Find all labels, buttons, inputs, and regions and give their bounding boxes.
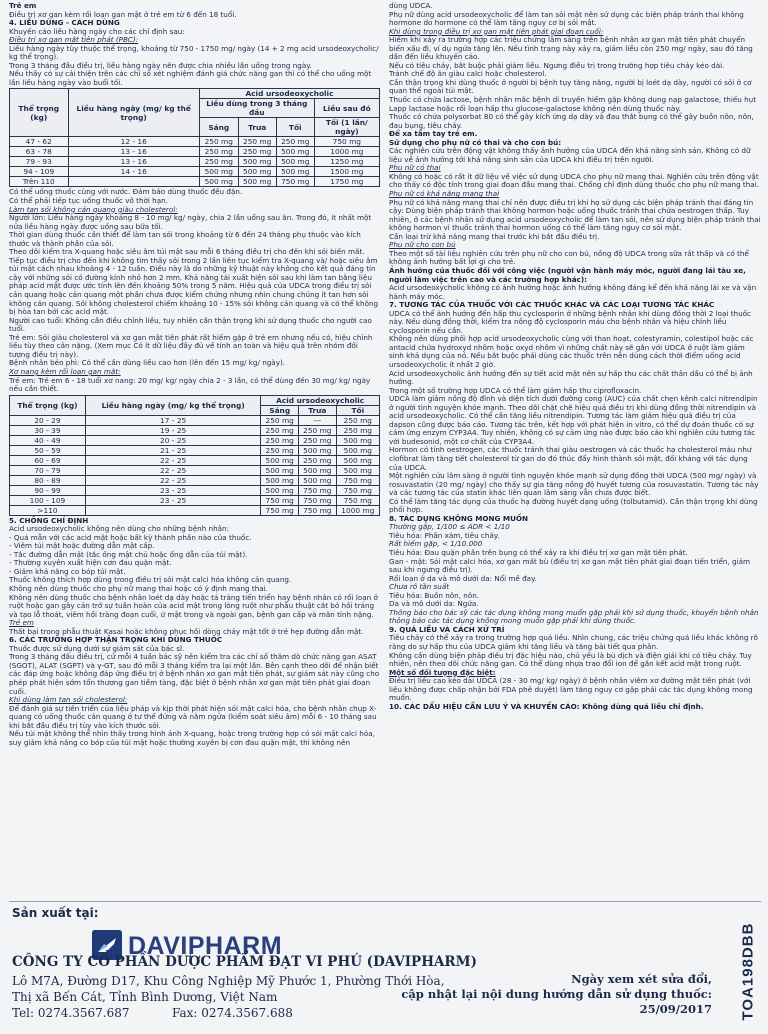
table-cell: 250 mg bbox=[336, 415, 379, 425]
subheading: Xơ nang kèm rối loạn gan mật: bbox=[9, 366, 121, 376]
table-row bbox=[10, 465, 380, 475]
table-header: Acid ursodeoxycholic bbox=[199, 89, 379, 99]
text-line: Cần loại trừ khả năng mang thai trước khi bắt đầu điều trị. bbox=[389, 231, 600, 241]
table-cell: 250 mg bbox=[261, 435, 299, 445]
table-cell: 13 - 16 bbox=[68, 157, 199, 167]
text-line: Để đánh giá sự tiến triển của liệu pháp và kịp thời phát hiện sỏi mật calci hóa, cho bệnh nhân chụp X-quang có uống thuốc cản quang ở tư thế đứng và nằm ngửa (kiểm soát siêu âm) mỗi 6 - 10 tháng sau khi bắt đầu điều trị tùy vào kích thước sỏi. bbox=[9, 703, 377, 730]
table-cell: 750 mg bbox=[276, 177, 314, 187]
footer-divider bbox=[9, 901, 761, 902]
table-cell: 250 mg bbox=[276, 137, 314, 147]
table-cell: 79 - 93 bbox=[10, 157, 69, 167]
text-line: Trong một số trường hợp UDCA có thể làm giảm hấp thu ciprofloxacin. bbox=[389, 385, 642, 395]
company-name: CÔNG TY CỔ PHẦN DƯỢC PHẨM ĐẠT VI PHÚ (DAVIPHARM) bbox=[12, 954, 477, 970]
text-line: Acid ursodeoxycholic ảnh hưởng đến sự tiết acid mật nên sự hấp thu các chất thân dầu có thể bị ảnh hưởng. bbox=[389, 368, 753, 387]
table-cell: --- bbox=[299, 415, 337, 425]
table-header: Thể trọng (kg) bbox=[10, 395, 86, 415]
table-cell: 19 - 25 bbox=[85, 425, 260, 435]
table-cell: 750 mg bbox=[299, 495, 337, 505]
brand-name: DAVIPHARM bbox=[128, 932, 283, 960]
frequency-label: Chưa rõ tần suất bbox=[389, 582, 450, 592]
text-line: Không cần dùng biện pháp điều trị đặc hiệu nào, chủ yếu là bù dịch và điện giải khi có tiêu chảy. Tuy nhiên, nên theo dõi chức năng gan. Có thể dùng nhựa trao đổi ion để gắn kết acid mật trong ruột. bbox=[389, 650, 752, 669]
section-6-title: 6. CÁC TRƯỜNG HỢP THẬN TRỌNG KHI DÙNG THUỐC bbox=[9, 635, 223, 645]
table-header: Thể trọng (kg) bbox=[10, 89, 69, 137]
table-cell: 13 - 16 bbox=[68, 147, 199, 157]
text-line: Thuốc có chứa polysorbat 80 có thể gây kích ứng dạ dày và đau thắt bụng có thể gây buồn nôn, nôn, đau bụng, tiêu chảy. bbox=[389, 112, 754, 130]
text-line: UDCA có thể ảnh hưởng đến hấp thu cyclosporin ở những bệnh nhân khi dùng đồng thời 2 loại thuốc này. Nếu dùng đồng thời, kiểm tra nồng độ cyclosporin máu cho bệnh nhân và hiệu chỉnh liều cyclosporin nếu cần. bbox=[389, 308, 751, 335]
text-line: Thuốc được sử dụng dưới sự giám sát của bác sĩ. bbox=[9, 643, 185, 653]
text-line: Thông báo cho bác sỹ các tác dụng không mong muốn gặp phải khi sử dụng thuốc, khuyến bệnh nhân thông báo các tác dụng không mong muốn gặp phải khi dùng thuốc. bbox=[389, 607, 759, 626]
subheading: Phụ nữ có khả năng mang thai bbox=[389, 189, 500, 199]
table-header: Trưa bbox=[238, 118, 276, 137]
table-cell: 80 - 89 bbox=[10, 475, 86, 485]
text-line: Trong 3 tháng đầu điều trị, liều hàng ngày nên được chia nhiều lần uống trong ngày. bbox=[9, 60, 312, 70]
text-line: dùng UDCA. bbox=[389, 1, 433, 10]
table-cell: 14 - 16 bbox=[68, 167, 199, 177]
table-cell: Trên 110 bbox=[10, 177, 69, 187]
table-header: Tối (1 lần/ ngày) bbox=[314, 118, 379, 137]
subheading: Trẻ em bbox=[9, 618, 34, 628]
text-line: Tiêu hóa: Phân xám, tiêu chảy. bbox=[389, 530, 500, 540]
text-line: Phụ nữ có khả năng mang thai chỉ nên được điều trị khi họ sử dụng các biện pháp tránh thai đáng tin cậy: Dùng biện pháp tránh thai không hormon hoặc uống thuốc tránh thai chứa oestrogen thấp. Tuy nhiên, ở các bệnh nhân sử dụng acid ursodeoxycholic để làm tan sỏi, nên sử dụng biện pháp tránh thai không hormon vì thuốc tránh thai hormon uống có thể làm tăng nguy cơ sỏi mật. bbox=[389, 197, 761, 233]
text-line: Acid ursodeoxycholic không có ảnh hưởng hoặc ảnh hưởng không đáng kể đến khả năng lái xe và vận hành máy móc. bbox=[389, 283, 757, 301]
table-cell: 500 mg bbox=[336, 445, 379, 455]
address-line: Lô M7A, Đường D17, Khu Công Nghiệp Mỹ Phước 1, Phường Thới Hòa, bbox=[12, 974, 445, 988]
text-line: Theo một số tài liệu nghiên cứu trên phụ nữ cho con bú, nồng độ UDCA trong sữa rất thấp và có thể không ảnh hưởng bất lợi gì cho trẻ. bbox=[389, 248, 749, 267]
table-cell: 500 mg bbox=[276, 147, 314, 157]
text-line: - Quá mẫn với các acid mật hoặc bất kỳ thành phần nào của thuốc. bbox=[9, 532, 252, 542]
table-header: Liều sau đó bbox=[314, 99, 379, 118]
section-10: 10. CÁC DẤU HIỆU CẦN LƯU Ý VÀ KHUYẾN CÁO: Không dùng quá liều chỉ định. bbox=[389, 701, 704, 711]
table-row bbox=[10, 475, 380, 485]
table-cell: 1500 mg bbox=[314, 167, 379, 177]
text-line: Người lớn: Liều hàng ngày khoảng 8 - 10 mg/ kg/ ngày, chia 2 lần uống sau ăn. Trong đó, ít nhất một nửa liều hàng ngày được uống sau bữa tối. bbox=[9, 213, 372, 231]
text-line: - Tắc đường dẫn mật (tắc ống mật chủ hoặc ống dẫn của túi mật). bbox=[9, 549, 248, 559]
table-cell: 100 - 109 bbox=[10, 495, 86, 505]
table-cell: 22 - 25 bbox=[85, 455, 260, 465]
table-cell: 40 - 49 bbox=[10, 435, 86, 445]
text-line: Thuốc có chứa lactose, bệnh nhân mắc bệnh di truyền hiếm gặp không dung nạp galactose, thiếu hụt Lapp lactase hoặc rối loạn hấp thu glucose-galactose không nên dùng thuốc này. bbox=[389, 95, 757, 113]
text-line: Tiêu hóa: Đau quặn phần trên bụng có thể xảy ra khi điều trị xơ gan mật tiên phát. bbox=[389, 548, 688, 557]
pregnancy-heading: Sử dụng cho phụ nữ có thai và cho con bú: bbox=[389, 137, 562, 147]
table-row bbox=[10, 495, 380, 505]
frequency-label: Rất hiếm gặp, < 1/10.000 bbox=[389, 539, 483, 549]
table-cell: 500 mg bbox=[261, 455, 299, 465]
subheading: Làm tan sỏi không cản quang giàu cholesterol: bbox=[9, 204, 178, 214]
table-row bbox=[10, 455, 380, 465]
table-header: Liều hàng ngày (mg/ kg thể trọng) bbox=[68, 89, 199, 137]
table-cell: 500 mg bbox=[261, 475, 299, 485]
made-in-label: Sản xuất tại: bbox=[12, 906, 99, 920]
text-line: Thất bại trong phẫu thuật Kasai hoặc không phục hồi dòng chảy mật tốt ở trẻ hẹp đường dẫn mật. bbox=[9, 626, 364, 636]
table-cell: 250 mg bbox=[199, 147, 238, 157]
text-line: Không nên dùng thuốc cho bệnh nhân loét dạ dày hoặc tá tràng tiến triển hay bệnh nhân có rối loạn ở ruột hoặc gan gây cản trở sự tuần hoàn của acid mật trong lòng ruột như phẫu thuật cắt bỏ hồi tràng và tạo lỗ thoát, viêm hồi tràng đoạn cuối, ứ mật trong và ngoài gan, bệnh gan cấp và mãn tính nặng. bbox=[9, 592, 378, 619]
table-cell: 250 mg bbox=[238, 137, 276, 147]
table-cell: 22 - 25 bbox=[85, 465, 260, 475]
table-cell: 250 mg bbox=[199, 157, 238, 167]
table-cell: 20 - 25 bbox=[85, 435, 260, 445]
text-line: Có thể uống thuốc cùng với nước. Đảm bảo dùng thuốc đều đặn. bbox=[9, 187, 243, 197]
table-cell: 250 mg bbox=[261, 425, 299, 435]
text-line: Trẻ em: Sỏi giàu cholesterol và xơ gan mật tiên phát rất hiếm gặp ở trẻ em nhưng nếu có, hiệu chỉnh liều tùy theo cân nặng. (Xem mục Có ít dữ liệu đầy đủ về tính an toàn và hiệu quả trên nhóm đối tượng điều trị này). bbox=[9, 332, 373, 359]
table-cell: 17 - 25 bbox=[85, 415, 260, 425]
table-cell: 500 mg bbox=[336, 435, 379, 445]
section-5-title: 5. CHỐNG CHỈ ĐỊNH bbox=[9, 515, 89, 525]
text-line: Tránh chế độ ăn giàu calci hoặc cholesterol. bbox=[389, 69, 547, 79]
section-4-title: 4. LIỀU DÙNG - CÁCH DÙNG bbox=[9, 18, 120, 28]
table-cell: 250 mg bbox=[199, 137, 238, 147]
text-line: Trẻ em bbox=[9, 1, 37, 10]
table-cell: 30 - 39 bbox=[10, 425, 86, 435]
table-header: Trưa bbox=[299, 405, 337, 415]
text-line: Người cao tuổi: Không cần điều chỉnh liều, tuy nhiên cần thận trọng khi sử dụng thuốc cho người cao tuổi. bbox=[9, 315, 372, 334]
table-cell: 250 mg bbox=[336, 425, 379, 435]
table-row bbox=[10, 445, 380, 455]
text-line: Điều trị xơ gan kèm rối loạn gan mật ở trẻ em từ 6 đến 18 tuổi. bbox=[9, 9, 237, 19]
text-line: Nếu thấy có sự cải thiện trên các chỉ số xét nghiệm đánh giá chức năng gan thì có thể cho uống một lần liều hàng ngày vào buổi tối. bbox=[9, 69, 372, 87]
table-cell: 500 mg bbox=[336, 465, 379, 475]
table-cell: 1750 mg bbox=[314, 177, 379, 187]
table-cell: 500 mg bbox=[276, 157, 314, 167]
table-cell: 22 - 25 bbox=[85, 475, 260, 485]
fax: Fax: 0274.3567.688 bbox=[172, 1006, 293, 1020]
table-cell bbox=[85, 505, 260, 515]
text-line: Tiếp tục điều trị cho đến khi không tìm thấy sỏi trong 2 lần liên tục kiểm tra X-quang và/ hoặc siêu âm túi mật cách nhau khoảng 4 - 12 tuần. Điều này là do những kỹ thuật này không cho kết quả đáng tin cậy với những sỏi có đường kính nhỏ hơn 2 mm. Khả năng tái xuất hiện sỏi sau khi làm tan bằng liệu pháp acid mật được ước tính lên đến khoảng 50% trong 5 năm. Hiệu quả của UDCA trong điều trị sỏi cản quang hoặc cản quang một phần chưa được kiểm chứng nhưng nhìn chung chúng ít tan hơn sỏi không cản quang. Sỏi không cholesterol chiếm khoảng 10 - 15% sỏi không cản quang và có thể không bị hòa tan bởi các acid mật. bbox=[9, 255, 379, 317]
left-column bbox=[9, 2, 380, 747]
table-header: Liều dùng trong 3 tháng đầu bbox=[199, 99, 314, 118]
text-line: Các nghiên cứu trên động vật không thấy ảnh hưởng của UDCA đến khả năng sinh sản. Không có dữ liệu về ảnh hưởng tới khả năng sinh sản của UDCA khi điều trị trên người. bbox=[389, 146, 751, 164]
table-header: Sáng bbox=[261, 405, 299, 415]
table-row bbox=[10, 485, 380, 495]
table-cell: 90 - 99 bbox=[10, 485, 86, 495]
table-cell: 750 mg bbox=[299, 485, 337, 495]
text-line: Thời gian dùng thuốc cần thiết để làm tan sỏi trong khoảng từ 6 đến 24 tháng phụ thuộc vào kích thước và thành phần của sỏi. bbox=[9, 230, 361, 248]
table-row bbox=[10, 177, 380, 187]
table-cell: >110 bbox=[10, 505, 86, 515]
revision-note bbox=[401, 972, 712, 1017]
subheading: Khi dùng làm tan sỏi cholesterol: bbox=[9, 695, 128, 705]
subheading: Một số đối tượng đặc biệt: bbox=[389, 667, 496, 677]
table-row bbox=[10, 415, 380, 425]
text-line: Điều trị liều cao kéo dài UDCA (28 - 30 mg/ kg/ ngày) ở bệnh nhân viêm xơ đường mật tiên phát (với liều không được chấp nhận bởi FDA phê duyệt) làm tăng nguy cơ gặp phải các tác dụng không mong muốn. bbox=[389, 676, 753, 703]
table-cell: 500 mg bbox=[299, 465, 337, 475]
text-line: Liều hàng ngày tùy thuộc thể trọng, khoảng từ 750 - 1750 mg/ ngày (14 + 2 mg acid ursodeoxycholic/ kg thể trọng). bbox=[9, 43, 379, 62]
table-cell: 750 mg bbox=[336, 485, 379, 495]
section-8-title: 8. TÁC DỤNG KHÔNG MONG MUỐN bbox=[389, 513, 529, 523]
table-cell: 63 - 78 bbox=[10, 147, 69, 157]
table-header: Sáng bbox=[199, 118, 238, 137]
revision-label: Ngày xem xét sửa đổi, bbox=[571, 972, 712, 986]
table-cell: 750 mg bbox=[299, 505, 337, 515]
table-cell: 250 mg bbox=[261, 445, 299, 455]
table-row bbox=[10, 425, 380, 435]
text-line: Phụ nữ dùng acid ursodeoxycholic để làm tan sỏi mật nên sử dụng các biện pháp tránh thai không hormone do hormone có thể làm tăng nguy cơ bị sỏi mật. bbox=[389, 9, 744, 28]
phone: Tel: 0274.3567.687 bbox=[12, 1006, 130, 1020]
table-cell: 1250 mg bbox=[314, 157, 379, 167]
text-line: - Giảm khả năng co bóp túi mật. bbox=[9, 566, 126, 576]
table-cell: 50 - 59 bbox=[10, 445, 86, 455]
table-cell: 750 mg bbox=[314, 137, 379, 147]
table-cell: 250 mg bbox=[238, 147, 276, 157]
table-cell: 750 mg bbox=[336, 475, 379, 485]
keep-away-notice: Để xa tầm tay trẻ em. bbox=[389, 129, 478, 139]
table-cell: 250 mg bbox=[299, 435, 337, 445]
table-header: Tối bbox=[276, 118, 314, 137]
text-line: Thuốc không thích hợp dùng trong điều trị sỏi mật calci hóa không cản quang. bbox=[9, 575, 292, 585]
subheading: Điều trị xơ gan mật tiên phát (PBC): bbox=[9, 35, 139, 45]
frequency-label: Thường gặp, 1/100 ≤ ADR < 1/10 bbox=[389, 522, 510, 532]
table-cell: 23 - 25 bbox=[85, 485, 260, 495]
text-line: Hiếm khi xảy ra trường hợp các triệu chứng lâm sàng trên bệnh nhân xơ gan mật tiên phát chuyển biến xấu đi, ví dụ ngứa tăng lên. Nếu tình trạng này xảy ra, giảm liều còn 250 mg/ ngày, sau đó tăng dần đến liều khuyến cáo. bbox=[389, 35, 753, 62]
table-cell: 250 mg bbox=[299, 455, 337, 465]
table-cell: 500 mg bbox=[261, 485, 299, 495]
text-line: Nếu có tiêu chảy, bắt buộc phải giảm liều. Ngưng điều trị trong trường hợp tiêu chảy kéo dài. bbox=[389, 60, 725, 70]
table-cell: 23 - 25 bbox=[85, 495, 260, 505]
table-cell: 20 - 29 bbox=[10, 415, 86, 425]
table-cell: 70 - 79 bbox=[10, 465, 86, 475]
table-cell: 500 mg bbox=[199, 167, 238, 177]
revision-label: cập nhật lại nội dung hướng dẫn sử dụng thuốc: bbox=[401, 987, 712, 1001]
subheading: Phụ nữ có thai bbox=[389, 163, 441, 173]
table-cell: 250 mg bbox=[261, 415, 299, 425]
document-code-text: TOA198DBB bbox=[739, 922, 757, 1021]
table-cell: 21 - 25 bbox=[85, 445, 260, 455]
text-line: Rối loạn ở da và mô dưới da: Nổi mề đay. bbox=[389, 573, 537, 583]
text-line: UDCA làm giảm nồng độ đỉnh và diện tích dưới đường cong (AUC) của chất chẹn kênh calci nitrendipin ở người tình nguyện khỏe mạnh. Theo dõi chặt chẽ hiệu quả điều trị khi dùng đồng thời nitrendipin và acid ursodeoxycholic. Có thể cần tăng liều nitrendipin. Tương tác làm giảm hiệu quả điều trị của dapson cũng được báo cáo. Tương tác trên, kết hợp với phát hiện in vitro, có thể dự đoán thuốc có sự cảm ứng enzym CYP3A4. Tuy nhiên, không có sự cảm ứng nào được báo cáo khi nghiên cứu tương tác với budesonid, một cơ chất của CYP3A4. bbox=[389, 394, 758, 446]
text-line: Hormon có tính oestrogen, các thuốc tránh thai giàu oestrogen và các thuốc hạ cholesterol máu như clofibrat làm tăng tiết cholesterol từ gan do đó thúc đẩy hình thành sỏi mật, đối kháng với tác dụng của UDCA. bbox=[389, 445, 752, 472]
revision-date: 25/09/2017 bbox=[639, 1002, 712, 1016]
dose-table-cystic-fibrosis bbox=[9, 395, 380, 516]
subheading: Phụ nữ cho con bú bbox=[389, 240, 456, 250]
text-line: Acid ursodeoxycholic không nên dùng cho những bệnh nhân: bbox=[9, 524, 230, 534]
section-7-title: 7. TƯƠNG TÁC CỦA THUỐC VỚI CÁC THUỐC KHÁC VÀ CÁC LOẠI TƯƠNG TÁC KHÁC bbox=[389, 300, 715, 310]
text-line: Da và mô dưới da: Ngứa. bbox=[389, 599, 479, 609]
table-cell: 60 - 69 bbox=[10, 455, 86, 465]
text-line: Không nên dùng phối hợp acid ursodeoxycholic cùng với than hoạt, colestyramin, colestipol hoặc các antacid chứa hydroxyd nhôm hoặc oxyd nhôm vì những chất này sẽ gắn với UDCA ở ruột làm giảm sinh khả dụng của nó. Nếu bắt buộc phải dùng các thuốc trên nên dùng cách thời điểm uống acid ursodeoxycholic ít nhất 2 giờ. bbox=[389, 334, 754, 369]
text-line: Theo dõi kiểm tra X-quang hoặc siêu âm túi mật sau mỗi 6 tháng điều trị cho đến khi sỏi biến mất. bbox=[9, 247, 365, 257]
table-cell: 500 mg bbox=[199, 177, 238, 187]
table-cell: 1000 mg bbox=[314, 147, 379, 157]
text-line: Trẻ em: Trẻ em 6 - 18 tuổi xơ nang: 20 mg/ kg/ ngày chia 2 - 3 lần, có thể dùng đến 30 mg/ kg/ ngày nếu cần thiết. bbox=[9, 375, 371, 394]
table-cell: 500 mg bbox=[299, 475, 337, 485]
text-line: Có thể phải tiếp tục uống thuốc vô thời hạn. bbox=[9, 196, 168, 206]
table-cell: 500 mg bbox=[238, 167, 276, 177]
text-line: Không có hoặc có rất ít dữ liệu về việc sử dụng UDCA cho phụ nữ mang thai. Nghiên cứu trên động vật cho thấy có độc tính trong giai đoạn đầu mang thai. Chống chỉ định dùng thuốc cho phụ nữ mang thai. bbox=[389, 171, 759, 190]
driving-heading: Ảnh hưởng của thuốc đối với công việc (người vận hành máy móc, người đang lái tàu xe, người làm việc trên cao và các trường hợp khác): bbox=[389, 265, 746, 284]
table-row bbox=[10, 147, 380, 157]
table-header: Liều hàng ngày (mg/ kg thể trọng) bbox=[85, 395, 260, 415]
manufacturer-footer bbox=[12, 906, 752, 1026]
table-header: Tối bbox=[336, 405, 379, 415]
table-row bbox=[10, 157, 380, 167]
text-line: Bệnh nhân béo phì: Có thể cần dùng liều cao hơn (lên đến 15 mg/ kg/ ngày). bbox=[9, 358, 286, 368]
table-row bbox=[10, 435, 380, 445]
table-cell: 1000 mg bbox=[336, 505, 379, 515]
table-header: Acid ursodeoxycholic bbox=[261, 395, 380, 405]
document-code bbox=[736, 920, 760, 1024]
address-line: Thị xã Bến Cát, Tỉnh Bình Dương, Việt Nam bbox=[12, 990, 278, 1004]
table-cell: 500 mg bbox=[276, 167, 314, 177]
section-9-title: 9. QUÁ LIỀU VÀ CÁCH XỬ TRÍ bbox=[389, 624, 505, 634]
table-cell: 750 mg bbox=[336, 495, 379, 505]
text-line: Gan - mật: Sỏi mật calci hóa, xơ gan mất bù (điều trị xơ gan mật tiên phát giai đoạn tiến triển, giảm sau khi ngưng điều trị). bbox=[389, 556, 750, 575]
table-cell: 500 mg bbox=[238, 177, 276, 187]
table-cell: 94 - 109 bbox=[10, 167, 69, 177]
table-cell: 500 mg bbox=[238, 157, 276, 167]
right-column bbox=[389, 2, 761, 711]
table-cell bbox=[68, 177, 199, 187]
table-cell: 750 mg bbox=[261, 505, 299, 515]
text-line: Tiêu hóa: Buồn nôn, nôn. bbox=[389, 590, 480, 600]
text-line: Tiêu chảy có thể xảy ra trong trường hợp quá liều. Nhìn chung, các triệu chứng quá liều khác không rõ ràng do sự hấp thu của UDCA giảm khi tăng liều và tăng bài tiết qua phân. bbox=[389, 633, 758, 652]
text-line: Cần thận trọng khi dùng thuốc ở người bị bệnh tụy tăng năng, người bị loét dạ dày, người có sỏi ở cơ quan thể ngoài túi mật. bbox=[389, 77, 752, 96]
table-cell: 47 - 62 bbox=[10, 137, 69, 147]
table-row bbox=[10, 137, 380, 147]
text-line: Không nên dùng thuốc cho phụ nữ mang thai hoặc có ý định mang thai. bbox=[9, 583, 268, 593]
text-line: - Thường xuyên xuất hiện cơn đau quặn mật. bbox=[9, 558, 172, 568]
table-cell: 500 mg bbox=[299, 445, 337, 455]
dose-table-pbc bbox=[9, 88, 380, 187]
table-cell: 250 mg bbox=[299, 425, 337, 435]
text-line: - Viêm túi mật hoặc đường dẫn mật cấp. bbox=[9, 541, 155, 551]
text-line: Khuyến cáo liều hàng ngày cho các chỉ định sau: bbox=[9, 26, 185, 36]
text-line: Có thể làm tăng tác dụng của thuốc hạ đường huyết dạng uống (tolbutamid). Cần thận trọng khi dùng phối hợp. bbox=[389, 496, 758, 515]
table-row bbox=[10, 505, 380, 515]
table-cell: 750 mg bbox=[261, 495, 299, 505]
table-cell: 12 - 16 bbox=[68, 137, 199, 147]
table-cell: 500 mg bbox=[261, 465, 299, 475]
table-row bbox=[10, 167, 380, 177]
subheading: Khi dùng trong điều trị xơ gan mật tiên phát giai đoạn cuối: bbox=[389, 26, 604, 36]
text-line: Một nghiên cứu lâm sàng ở người tình nguyện khỏe mạnh sử dụng đồng thời UDCA (500 mg/ ngày) và rosuvastatin (20 mg/ ngày) cho thấy sự gia tăng nồng độ huyết tương của rosuvastatin. Tương tác này và các tương tác của statin khác liên quan lâm sàng vẫn chưa được biết. bbox=[389, 471, 759, 498]
table-cell: 500 mg bbox=[336, 455, 379, 465]
text-line: Nếu túi mật không thể nhìn thấy trong hình ảnh X-quang, hoặc trong trường hợp có sỏi mật calci hóa, suy giảm khả năng co bóp của túi mật hoặc thường xuyên bị cơn đau quặn mật, thì không nên bbox=[9, 729, 375, 747]
text-line: Trong 3 tháng đầu điều trị, cứ mỗi 4 tuần bác sỹ nên kiểm tra các chỉ số thăm dò chức năng gan ASAT (SGOT), ALAT (SGPT) và γ-GT, sau đó mỗi 3 tháng kiểm tra lại một lần. Bên cạnh theo dõi để nhận biết các đáp ứng hoặc không đáp ứng điều trị ở bệnh nhân xơ gan mật tiên phát, sự giám sát này cũng cho phép phát hiện sớm tổn thương gan tiềm tàng, đặc biệt ở bệnh nhân xơ gan mật tiên phát giai đoạn cuối. bbox=[9, 652, 380, 696]
